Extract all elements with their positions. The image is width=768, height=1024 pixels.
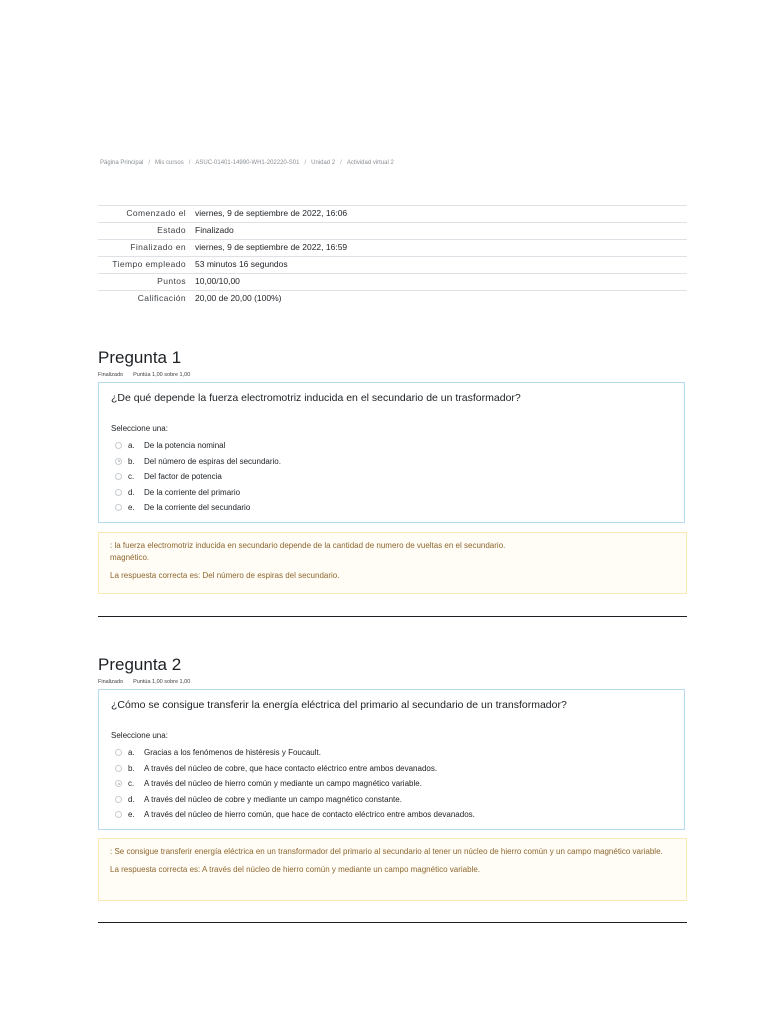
answer-prompt: Seleccione una: — [111, 731, 168, 740]
option-letter: b. — [128, 763, 135, 773]
radio-button[interactable] — [115, 489, 122, 496]
breadcrumb-courses-link[interactable]: Mis cursos — [155, 160, 184, 166]
general-feedback: : Se consigue transferir energía eléctrica en un transformador del primario al secundario al tener un núcleo de hierro común y un campo magnético variable. — [110, 847, 663, 856]
summary-value: 20,00 de 20,00 (100%) — [195, 291, 687, 308]
option-letter: c. — [128, 472, 135, 482]
option-text: A través del núcleo de cobre, que hace contacto eléctrico entre ambos devanados. — [144, 763, 438, 773]
summary-row-grade — [98, 291, 687, 308]
summary-value: viernes, 9 de septiembre de 2022, 16:06 — [195, 206, 687, 223]
question-text: ¿Cómo se consigue transferir la energía eléctrica del primario al secundario de un transformador? — [111, 699, 567, 711]
option-text: Gracias a los fenómenos de histéresis y Foucault. — [144, 748, 321, 758]
radio-button-selected[interactable] — [115, 458, 122, 465]
summary-label: Estado — [98, 223, 195, 240]
breadcrumb-separator: / — [304, 160, 307, 166]
summary-label: Comenzado el — [98, 206, 195, 223]
option-text: Del factor de potencia — [144, 472, 222, 482]
option-text: De la corriente del primario — [144, 487, 241, 497]
answer-option[interactable] — [115, 761, 475, 777]
option-letter: d. — [128, 487, 135, 497]
option-text: A través del núcleo de cobre y mediante un campo magnético constante. — [144, 794, 402, 804]
question-2-meta — [98, 679, 190, 685]
general-feedback: : la fuerza electromotriz inducida en secundario depende de la cantidad de numero de vueltas en el secundario. — [110, 541, 506, 550]
radio-button[interactable] — [115, 811, 122, 818]
general-feedback: magnético. — [110, 553, 150, 562]
question-1-box — [98, 382, 685, 523]
summary-label: Puntos — [98, 274, 195, 291]
answer-option[interactable] — [115, 776, 475, 792]
answer-option[interactable] — [115, 745, 475, 761]
breadcrumb-separator: / — [188, 160, 191, 166]
answer-option[interactable] — [115, 792, 475, 808]
radio-button[interactable] — [115, 765, 122, 772]
correct-answer: La respuesta correcta es: Del número de espiras del secundario. — [110, 571, 340, 580]
question-status: Finalizado — [98, 679, 124, 685]
option-letter: e. — [128, 503, 135, 513]
question-1-title: Pregunta 1 — [98, 348, 182, 367]
breadcrumb-course-link[interactable]: ASUC-01401-14990-WH1-202220-S01 — [195, 160, 300, 166]
question-score: Puntúa 1,00 sobre 1,00 — [133, 679, 191, 685]
answer-option[interactable] — [115, 807, 475, 823]
summary-value: Finalizado — [195, 223, 687, 240]
question-2-title: Pregunta 2 — [98, 655, 182, 674]
answer-option[interactable] — [115, 438, 281, 454]
summary-label: Tiempo empleado — [98, 257, 195, 274]
summary-value: 53 minutos 16 segundos — [195, 257, 687, 274]
correct-answer: La respuesta correcta es: A través del núcleo de hierro común y mediante un campo magnético variable. — [110, 865, 480, 874]
option-text: De la corriente del secundario — [144, 503, 251, 513]
answer-prompt: Seleccione una: — [111, 424, 168, 433]
radio-button-selected[interactable] — [115, 780, 122, 787]
answer-option[interactable] — [115, 485, 281, 501]
option-letter: a. — [128, 441, 135, 451]
option-letter: e. — [128, 810, 135, 820]
option-letter: c. — [128, 779, 135, 789]
option-letter: a. — [128, 748, 135, 758]
question-1-meta — [98, 372, 190, 378]
option-text: A través del núcleo de hierro común, que hace de contacto eléctrico entre ambos devanados. — [144, 810, 475, 820]
summary-row-finished — [98, 240, 687, 257]
option-text: De la potencia nominal — [144, 441, 226, 451]
radio-button[interactable] — [115, 504, 122, 511]
question-2-box — [98, 689, 685, 830]
radio-button[interactable] — [115, 796, 122, 803]
breadcrumb-separator: / — [148, 160, 151, 166]
question-divider — [98, 616, 687, 617]
radio-button[interactable] — [115, 749, 122, 756]
summary-value: 10,00/10,00 — [195, 274, 687, 291]
breadcrumb-activity-link[interactable]: Actividad virtual 2 — [346, 160, 394, 166]
breadcrumb — [100, 160, 394, 166]
summary-row-time — [98, 257, 687, 274]
answer-option[interactable] — [115, 469, 281, 485]
breadcrumb-separator: / — [340, 160, 342, 166]
radio-button[interactable] — [115, 442, 122, 449]
radio-button[interactable] — [115, 473, 122, 480]
option-letter: d. — [128, 794, 135, 804]
question-1-feedback — [98, 532, 687, 594]
question-status: Finalizado — [98, 372, 124, 378]
option-letter: b. — [128, 456, 135, 466]
breadcrumb-unit-link[interactable]: Unidad 2 — [311, 160, 336, 166]
option-text: Del número de espiras del secundario. — [144, 456, 281, 466]
question-text: ¿De qué depende la fuerza electromotriz inducida en el secundario de un trasformador? — [111, 392, 521, 404]
summary-label: Calificación — [98, 291, 195, 308]
summary-label: Finalizado en — [98, 240, 195, 257]
summary-row-state — [98, 223, 687, 240]
option-text: A través del núcleo de hierro común y mediante un campo magnético variable. — [144, 779, 422, 789]
attempt-summary-table — [98, 205, 687, 307]
answer-list — [115, 745, 475, 823]
answer-option[interactable] — [115, 454, 281, 470]
question-divider — [98, 922, 687, 923]
question-score: Puntúa 1,00 sobre 1,00 — [133, 372, 191, 378]
summary-row-started — [98, 206, 687, 223]
summary-value: viernes, 9 de septiembre de 2022, 16:59 — [195, 240, 687, 257]
answer-list — [115, 438, 281, 516]
summary-row-points — [98, 274, 687, 291]
breadcrumb-home-link[interactable]: Página Principal — [100, 160, 144, 166]
answer-option[interactable] — [115, 500, 281, 516]
question-2-feedback — [98, 838, 687, 901]
